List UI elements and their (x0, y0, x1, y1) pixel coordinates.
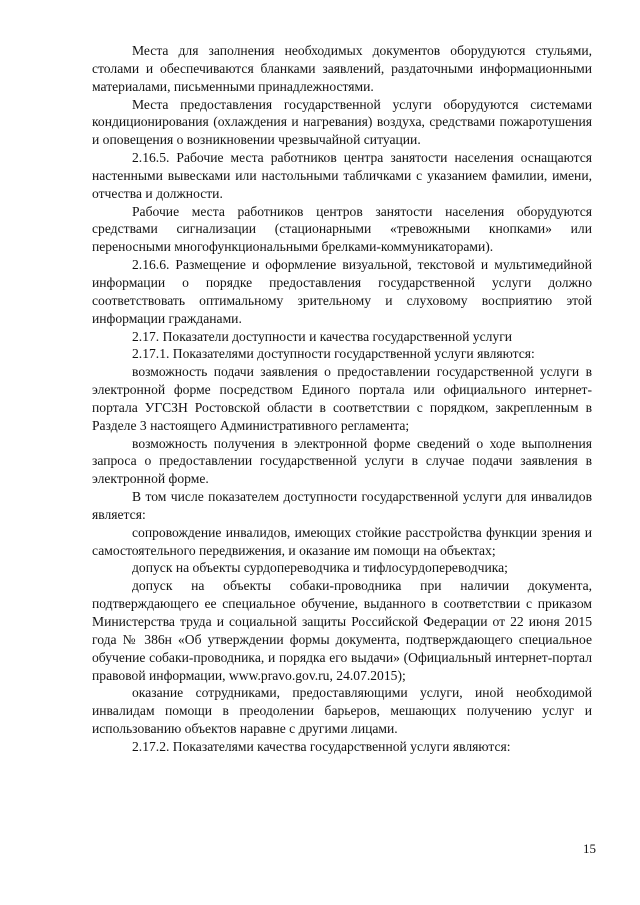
section-heading-2-17: 2.17. Показатели доступности и качества государственной услуги (132, 328, 513, 344)
list-item-escort: сопровождение инвалидов, имеющих стойкие расстройства функции зрения и самостоятельного передвижения, и оказание им помощи на объектах; (92, 524, 592, 558)
page-number: 15 (583, 841, 596, 856)
list-item-electronic-status: возможность получения в электронной форме сведений о ходе выполнения запроса о предоставлении государственной услуги в случае подачи заявления в электронной форме. (92, 435, 592, 487)
paragraph-2-16-5: 2.16.5. Рабочие места работников центра занятости населения оснащаются настенными вывесками или настольными табличками с указанием фамилии, имени, отчества и должности. (92, 150, 592, 201)
paragraph-workplace-furnishing: Места для заполнения необходимых документов оборудуются стульями, столами и обеспечиваются бланками заявлений, раздаточными информационными материалами, письменными принадлежностями. (92, 43, 592, 94)
list-item-sign-interpreter: допуск на объекты сурдопереводчика и тифлосурдопереводчика; (132, 560, 508, 576)
paragraph-disabled-accessibility: В том числе показателем доступности государственной услуги для инвалидов является: (92, 489, 592, 522)
paragraph-alarm-systems: Рабочие места работников центров занятости населения оборудуются средствами сигнализации (стационарными «тревожными кнопками» или переносными многофункциональными брелками-коммуникаторами). (92, 203, 592, 255)
paragraph-service-places-equipment: Места предоставления государственной услуги оборудуются системами кондиционирования (охлаждения и нагревания) воздуха, средствами пожаротушения и оповещения о возникновении чрезвычайной ситуации. (92, 96, 592, 148)
list-item-staff-assistance: оказание сотрудниками, предоставляющими услуги, иной необходимой инвалидам помощи в преодолении барьеров, мешающих получению услуг и использованию объектов наравне с другими лицами. (92, 685, 592, 737)
list-item-electronic-application: возможность подачи заявления о предоставлении государственной услуги в электронной форме посредством Единого портала или официального интернет-портала УГСЗН Ростовской области в соответствии с порядком, закрепленным в Разделе 3 настоящего Административного регламента; (92, 364, 592, 433)
document-body (92, 42, 592, 756)
paragraph-2-17-2: 2.17.2. Показателями качества государственной услуги являются: (132, 738, 511, 754)
paragraph-2-16-6: 2.16.6. Размещение и оформление визуальной, текстовой и мультимедийной информации о порядке предоставления государственной услуги должно соответствовать оптимальному зрительному и слуховому восприятию этой информации гражданами. (92, 257, 592, 326)
paragraph-2-17-1: 2.17.1. Показателями доступности государственной услуги являются: (132, 346, 535, 362)
list-item-guide-dog: допуск на объекты собаки-проводника при наличии документа, подтверждающего ее специальное обучение, выданного в соответствии с приказом Министерства труда и социальной защиты Российской Федерации от 22 июня 2015 года № 386н «Об утверждении формы документа, подтверждающего специальное обучение собаки-проводника, и порядка его выдачи» (Официальный интернет-портал правовой информации, www.pravo.gov.ru, 24.07.2015); (92, 578, 592, 683)
